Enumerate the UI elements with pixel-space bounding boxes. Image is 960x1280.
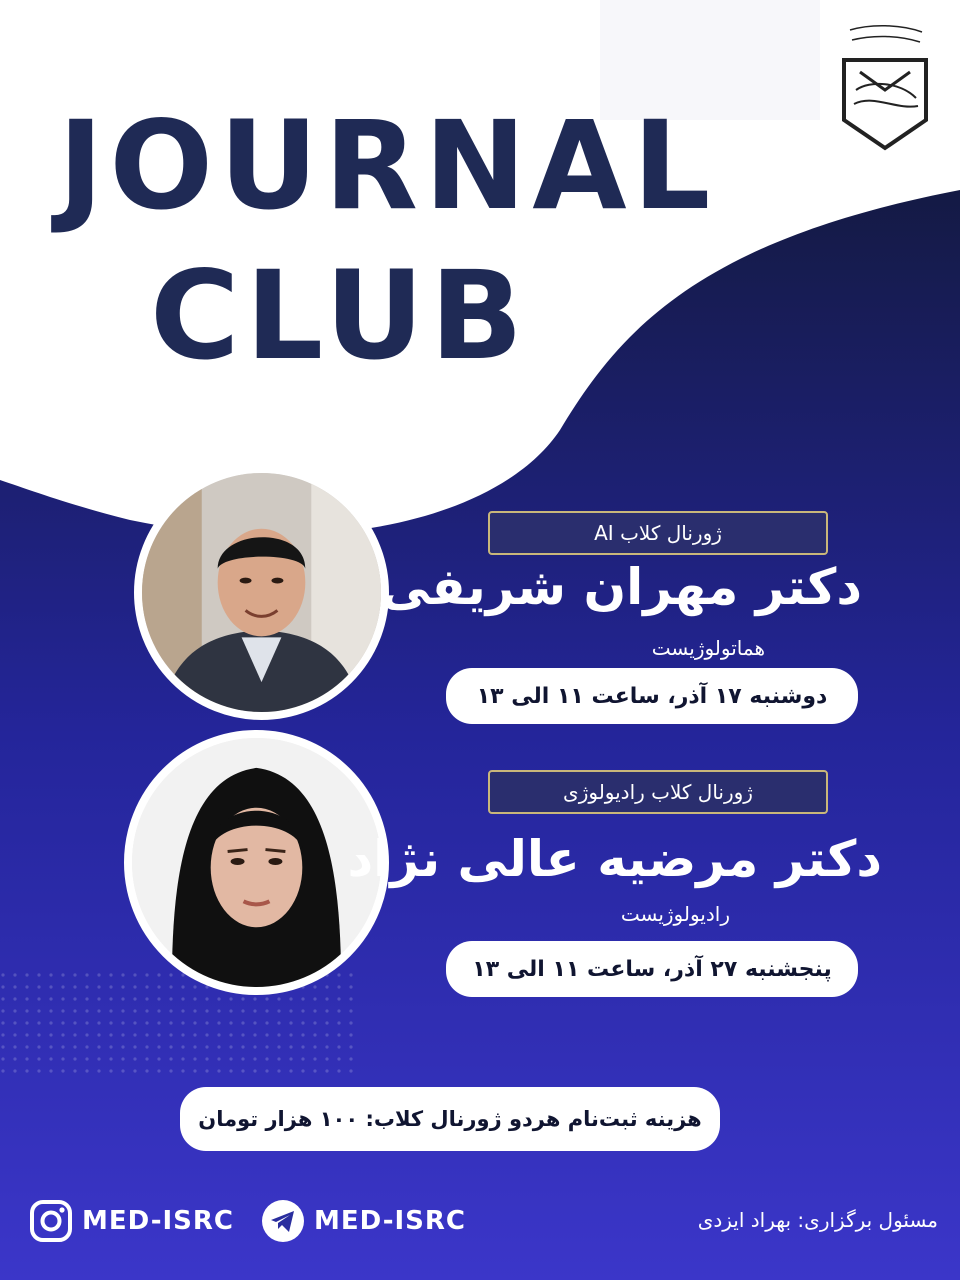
speaker-photo-male <box>134 465 389 720</box>
title-club: CLUB <box>150 245 529 387</box>
journal-tag-radiology <box>488 770 828 814</box>
institution-logo-icon <box>830 20 940 160</box>
speaker-name: دکتر مرضیه عالی نژاد <box>347 830 882 888</box>
speaker-name: دکتر مهران شریفی <box>380 558 862 616</box>
journal-tag-label: ژورنال کلاب رادیولوژی <box>563 780 753 804</box>
speaker-specialty: رادیولوژیست <box>620 902 730 926</box>
registration-fee-text: هزینه ثبت‌نام هردو ژورنال کلاب: ۱۰۰ هزار تومان <box>198 1107 702 1131</box>
instagram-handle: MED-ISRC <box>82 1206 234 1236</box>
speaker-specialty: هماتولوژیست <box>651 636 765 660</box>
title-journal: JOURNAL <box>58 95 717 237</box>
telegram-icon <box>260 1198 306 1244</box>
organizer-text: مسئول برگزاری: بهراد ایزدی <box>697 1208 938 1232</box>
journal-tag-label: ژورنال کلاب AI <box>594 521 722 545</box>
telegram-handle: MED-ISRC <box>314 1206 466 1236</box>
telegram-link[interactable] <box>260 1198 466 1244</box>
schedule-text: پنجشنبه ۲۷ آذر، ساعت ۱۱ الی ۱۳ <box>472 956 832 982</box>
registration-fee-badge <box>180 1087 720 1151</box>
schedule-text: دوشنبه ۱۷ آذر، ساعت ۱۱ الی ۱۳ <box>476 683 828 709</box>
instagram-link[interactable] <box>28 1198 234 1244</box>
schedule-badge <box>446 668 858 724</box>
journal-tag-ai <box>488 511 828 555</box>
schedule-badge <box>446 941 858 997</box>
instagram-icon <box>28 1198 74 1244</box>
